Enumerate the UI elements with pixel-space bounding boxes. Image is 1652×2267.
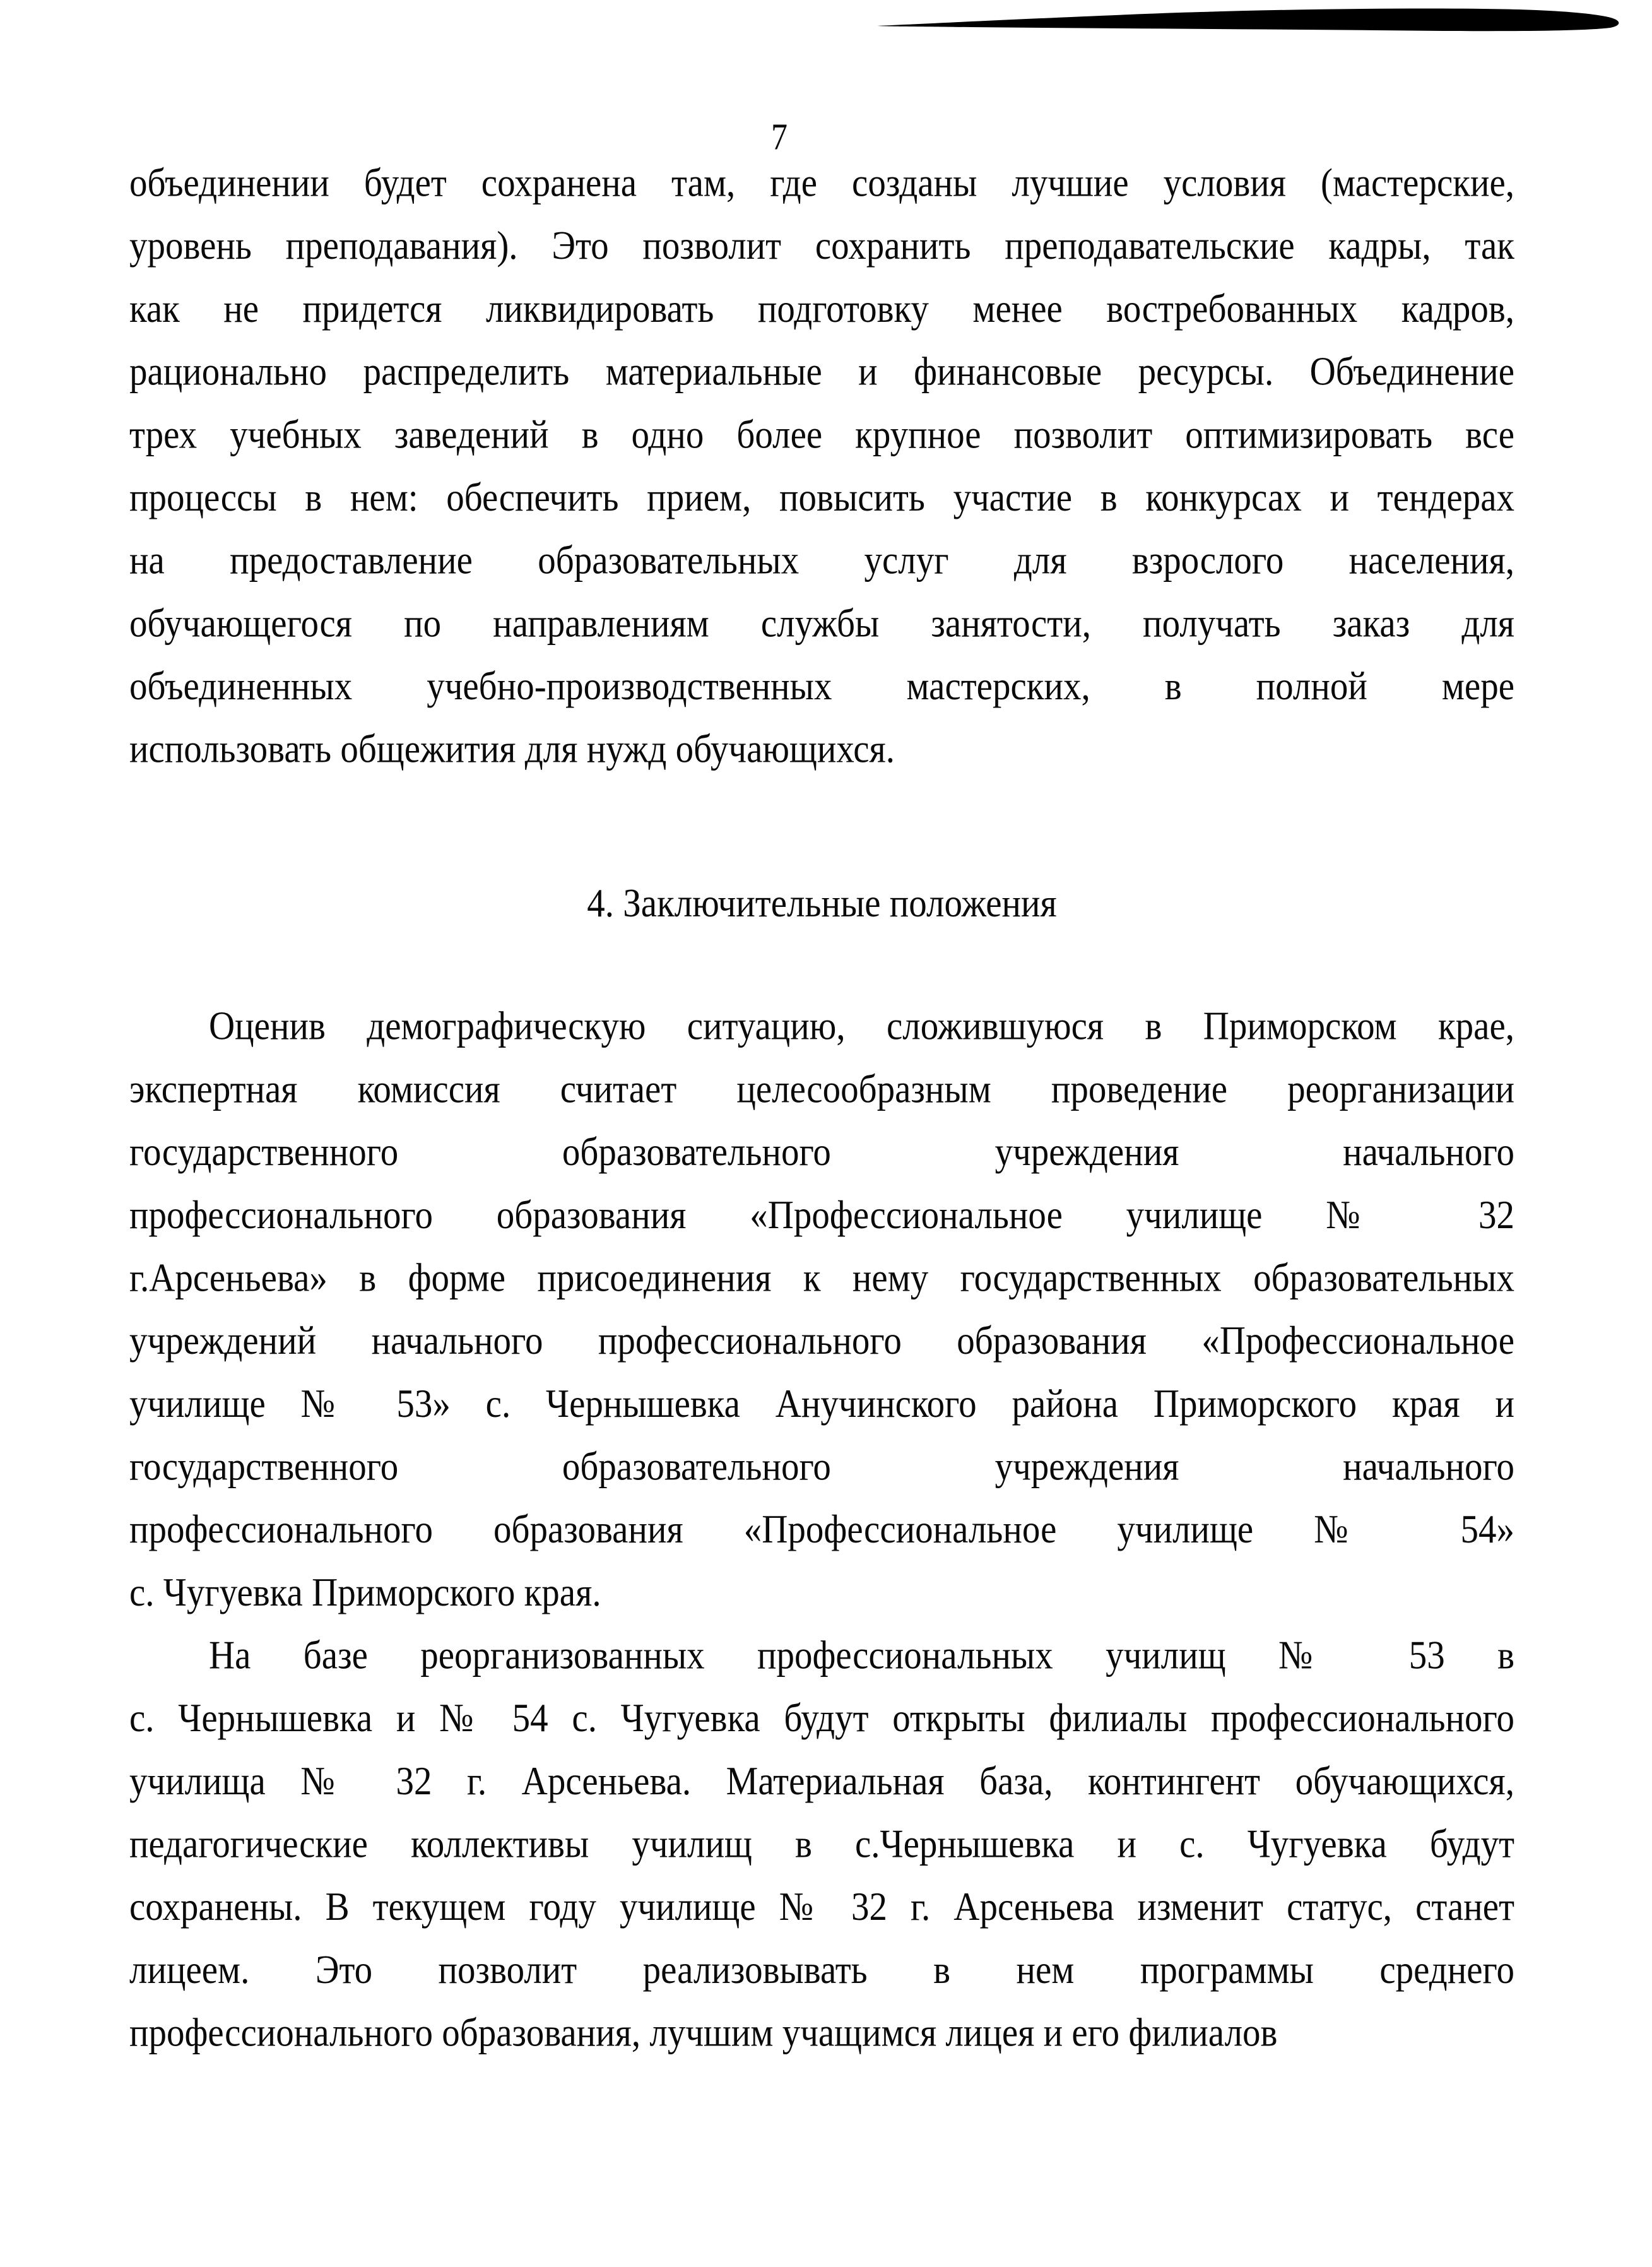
text-line: с. Чугуевка Приморского края. <box>129 1570 601 1615</box>
text-line: государственного образовательного учреждения начального <box>129 1130 1514 1175</box>
text-line: объединенных учебно-производственных мастерских, в полной мере <box>129 664 1514 709</box>
text-line: экспертная комиссия считает целесообразным проведение реорганизации <box>129 1067 1514 1111</box>
text-line: училища № 32 г. Арсеньева. Материальная база, контингент обучающихся, <box>129 1758 1514 1804</box>
text-line: объединении будет сохранена там, где созданы лучшие условия (мастерские, <box>129 160 1514 206</box>
text-line: учреждений начального профессионального образования «Профессиональное <box>129 1318 1514 1363</box>
text-line: использовать общежития для нужд обучающихся. <box>129 726 895 772</box>
text-line: Оценив демографическую ситуацию, сложившуюся в Приморском крае, <box>209 1003 1514 1049</box>
text-line: профессионального образования «Профессиональное училище № 54» <box>129 1507 1514 1552</box>
text-line: процессы в нем: обеспечить прием, повысить участие в конкурсах и тендерах <box>129 475 1514 520</box>
text-line: уровень преподавания). Это позволит сохранить преподавательские кадры, так <box>129 223 1514 268</box>
section-heading: 4. Заключительные положения <box>587 880 1057 926</box>
text-line: училище № 53» с. Чернышевка Анучинского района Приморского края и <box>129 1381 1514 1426</box>
text-line: на предоставление образовательных услуг для взрослого населения, <box>129 538 1514 583</box>
text-line: педагогические коллективы училищ в с.Чернышевка и с. Чугуевка будут <box>129 1821 1514 1867</box>
paragraph-reorganization <box>129 995 1514 1624</box>
text-line: сохранены. В текущем году училище № 32 г. Арсеньева изменит статус, станет <box>129 1885 1514 1929</box>
text-line: На базе реорганизованных профессиональных училищ № 53 в <box>209 1633 1514 1678</box>
paragraph-branches <box>129 1624 1514 2064</box>
text-line: профессионального образования, лучшим учащимся лицея и его филиалов <box>129 2010 1278 2056</box>
text-line: обучающегося по направлениям службы занятости, получать заказ для <box>129 601 1514 646</box>
text-line: профессионального образования «Профессиональное училище № 32 <box>129 1192 1514 1238</box>
text-line: трех учебных заведений в одно более крупное позволит оптимизировать все <box>129 412 1514 457</box>
text-line: рационально распределить материальные и финансовые ресурсы. Объединение <box>129 349 1514 394</box>
paragraph-continuation <box>129 151 1514 781</box>
page-number: 7 <box>771 116 788 158</box>
text-line: г.Арсеньева» в форме присоединения к нему государственных образовательных <box>129 1255 1514 1300</box>
scanner-edge-artifact-mark <box>0 0 1652 57</box>
text-line: как не придется ликвидировать подготовку менее востребованных кадров, <box>129 286 1514 331</box>
text-line: государственного образовательного учреждения начального <box>129 1444 1514 1489</box>
text-line: с. Чернышевка и № 54 с. Чугуевка будут открыты филиалы профессионального <box>129 1696 1514 1741</box>
document-body <box>129 151 1514 2064</box>
text-line: лицеем. Это позволит реализовывать в нем программы среднего <box>129 1947 1514 1992</box>
